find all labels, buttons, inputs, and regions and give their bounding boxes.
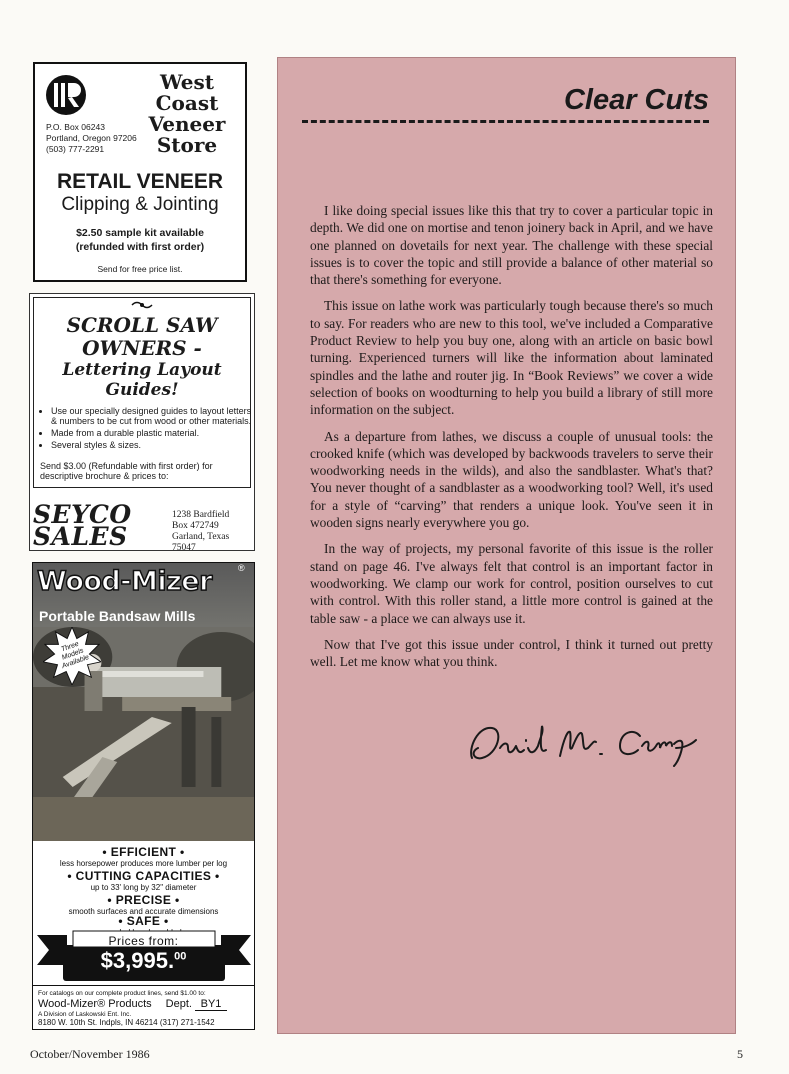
- price-value: $3,995.00: [100, 948, 187, 973]
- scroll-saw-send-note: Send $3.00 (Refundable with first order) for descriptive brochure & prices to:: [40, 461, 213, 481]
- veneer-kit-offer: $2.50 sample kit available (refunded with first order): [75, 227, 205, 253]
- ad-west-coast-veneer: [33, 62, 247, 282]
- scroll-saw-features: [40, 406, 255, 452]
- veneer-price-list-note: Send for free price list.: [97, 264, 183, 274]
- paragraph: Now that I've got this issue under control, I think it turned out pretty well. Let me know what you think.: [310, 636, 713, 670]
- scroll-saw-title: SCROLL SAW OWNERS -: [66, 313, 218, 360]
- prices-from-label: Prices from:: [108, 934, 179, 948]
- veneer-store-name: West Coast Veneer Store: [148, 70, 226, 157]
- list-item: • Use our specially designed guides to layout letters & numbers to be cut from wood or other materials.: [51, 406, 255, 426]
- veneer-headline: RETAIL VENEER: [56, 170, 224, 193]
- paragraph: I like doing special issues like this that try to cover a particular topic in depth. We did one on mortise and tenon joinery back in April, and we have one planned on dovetails for next year. The challenge with these special issues is to cover the topic and still provide a balance of other material so that there's something for everyone.: [310, 203, 713, 288]
- ad-wood-mizer: [32, 562, 255, 1030]
- list-item: • Made from a durable plastic material.: [51, 428, 255, 438]
- signature: [464, 718, 704, 768]
- list-item: • Several styles & sizes.: [51, 440, 255, 450]
- issue-date: October/November 1986: [30, 1047, 150, 1061]
- paragraph: This issue on lathe work was particularly tough because there's so much to say. For readers who are new to this tool, we've included a Comparative Product Review to help you buy one, along with an article on basic bowl turning. Experienced turners will like the information about laminated spindles and the lathe and router jig. In “Book Reviews” we cover a wide selection of books on woodturning to help you build a library of still more information on the subject.: [310, 298, 713, 418]
- title-divider: [302, 120, 709, 123]
- paragraph: In the way of projects, my personal favorite of this issue is the roller stand on page 46. I've always felt that control is an important factor in woodworking. We clamp our work for control, position ourselves to cut with control. With this roller stand, a little more control is gained at the table saw - a place we can always use it.: [310, 541, 713, 626]
- feature-precise: • PRECISE • smooth surfaces and accurate dimensions: [68, 893, 219, 916]
- editorial-clear-cuts: [277, 57, 736, 1034]
- wood-mizer-logo: Wood-Mizer: [37, 566, 212, 597]
- veneer-address: P.O. Box 06243 Portland, Oregon 97206 (503) 777-2291: [46, 122, 137, 154]
- editorial-body: [310, 202, 713, 679]
- seyco-address: 1238 Bardfield Box 472749 Garland, Texas 75047: [172, 510, 230, 553]
- ornament-icon: [130, 300, 154, 310]
- scroll-saw-subtitle: Lettering Layout Guides!: [62, 360, 222, 400]
- seyco-sales-brand: SEYCO SALES: [33, 500, 132, 551]
- page-number: 5: [737, 1047, 743, 1061]
- feature-cutting-capacities: • CUTTING CAPACITIES • up to 33' long by 32" diameter: [67, 869, 220, 892]
- registered-mark: ®: [238, 563, 245, 573]
- three-models-badge: Three Models Available: [60, 640, 91, 671]
- feature-efficient: • EFFICIENT • less horsepower produces more lumber per log: [59, 845, 228, 868]
- ad-scroll-saw: [29, 293, 255, 551]
- wood-mizer-contact: For catalogs on our complete product lines, send $1.00 to: Wood-Mizer® Products Dept. BY1 A Division of Laskowski Ent. Inc. 8180 W. 10th St. Indpls, IN 46214 (317) 271-1542: [33, 985, 254, 1027]
- feature-safe: • SAFE •: [118, 914, 169, 928]
- veneer-subheadline: Clipping & Jointing: [61, 194, 219, 215]
- wood-mizer-photo-area: [33, 563, 254, 841]
- page-title: Clear Cuts: [563, 84, 709, 116]
- wood-mizer-subtitle: Portable Bandsaw Mills: [39, 608, 196, 624]
- veneer-logo-icon: [45, 74, 87, 116]
- paragraph: As a departure from lathes, we discuss a couple of unusual tools: the crooked knife (which was developed by backwoods travelers to serve their woodworking needs in the wilds), and also the sandblaster. What's that? You never thought of a sandblaster as a woodworking tool? Well, it's used for a style of “carving” that renders a unique look. You've seen it in wooden signs nearly everywhere you go.: [310, 428, 713, 531]
